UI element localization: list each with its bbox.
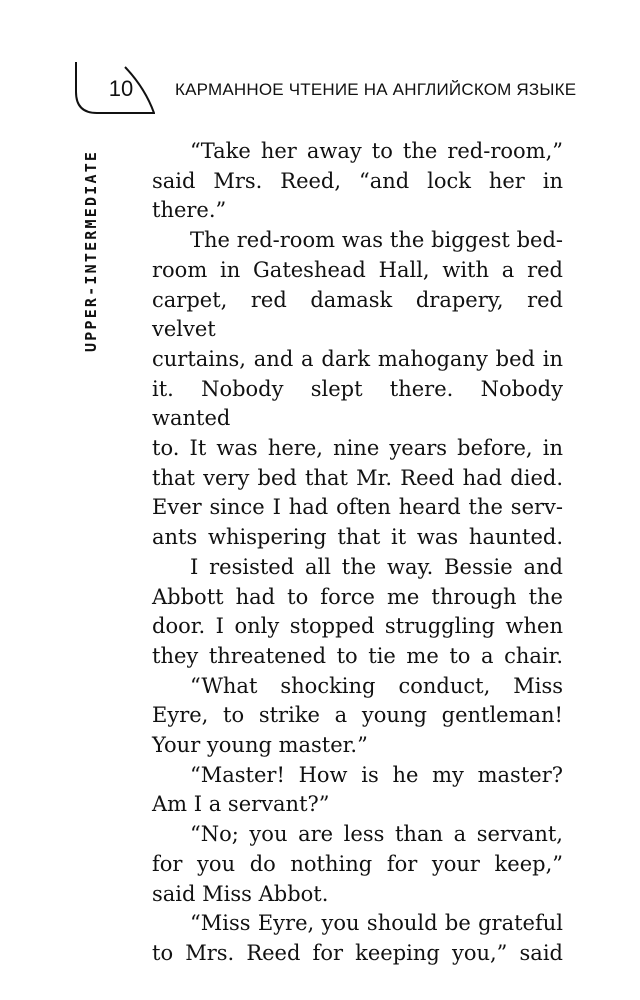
- level-label: UPPER-INTERMEDIATE: [82, 149, 100, 352]
- text-line: to. It was here, nine years before, in: [152, 436, 563, 461]
- text-line: “Take her away to the red-room,”: [190, 139, 563, 163]
- text-line: it. Nobody slept there. Nobody wanted: [152, 376, 563, 431]
- text-line: to Mrs. Reed for keeping you,” said: [152, 940, 563, 965]
- body-text: [152, 137, 563, 969]
- text-line: carpet, red damask drapery, red velvet: [152, 287, 563, 342]
- text-line: room in Gateshead Hall, with a red: [152, 257, 563, 282]
- text-line: I resisted all the way. Bessie and: [190, 554, 563, 579]
- text-line: that very bed that Mr. Reed had died.: [152, 465, 563, 490]
- text-line: Am I a servant?”: [152, 792, 330, 817]
- text-line: said Miss Abbot.: [152, 881, 329, 906]
- text-line: Your young master.”: [152, 733, 368, 758]
- text-line: ants whispering that it was haunted.: [152, 525, 563, 550]
- text-line: The red-room was the biggest bed-: [190, 228, 563, 253]
- text-line: for you do nothing for your keep,”: [152, 851, 563, 876]
- page-number: 10: [108, 76, 134, 101]
- text-line: Eyre, to strike a young gentleman!: [152, 703, 563, 728]
- text-line: curtains, and a dark mahogany bed in: [152, 346, 563, 371]
- page-number-tab: [75, 62, 155, 114]
- text-line: “No; you are less than a servant,: [190, 822, 563, 847]
- running-head: КАРМАННОЕ ЧТЕНИЕ НА АНГЛИЙСКОМ ЯЗЫКЕ: [175, 80, 577, 99]
- text-line: door. I only stopped struggling when: [152, 614, 563, 639]
- text-line: Ever since I had often heard the serv-: [152, 495, 563, 520]
- text-line: “Master! How is he my master?: [190, 762, 563, 787]
- text-line: they threatened to tie me to a chair.: [152, 643, 563, 668]
- text-line: “Miss Eyre, you should be grateful: [190, 911, 563, 936]
- text-line: said Mrs. Reed, “and lock her in there.”: [152, 168, 563, 223]
- text-line: “What shocking conduct, Miss: [190, 673, 563, 698]
- text-line: Abbott had to force me through the: [152, 584, 563, 609]
